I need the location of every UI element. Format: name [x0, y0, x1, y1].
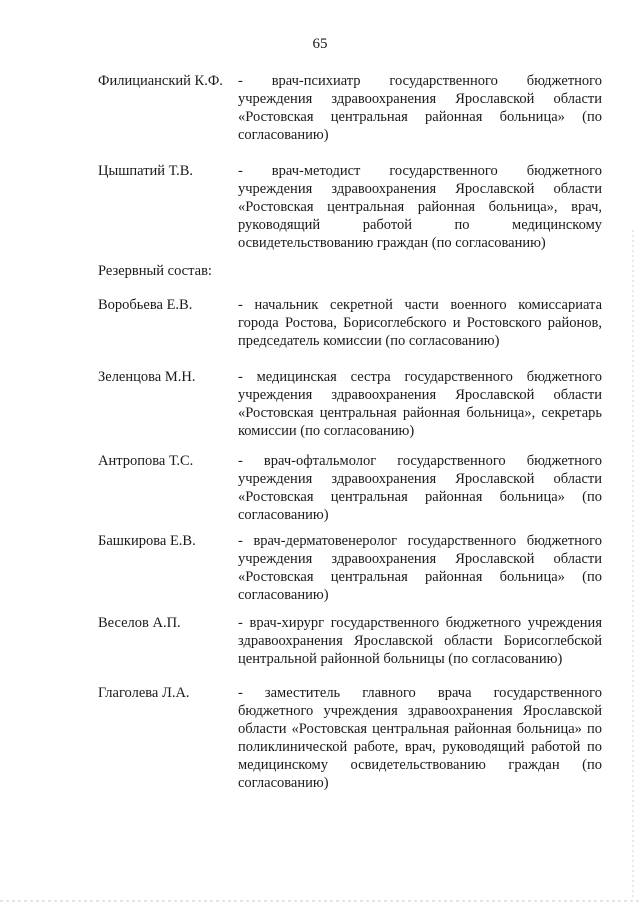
member-description: - врач-хирург государственного бюджетного учреждения здравоохранения Ярославской области Борисоглебской центральной районной больницы (по согласованию): [238, 615, 602, 667]
member-description: - врач-психиатр государственного бюджетного учреждения здравоохранения Ярославской области «Ростовская центральная районная больница» (по согласованию): [238, 73, 602, 143]
member-name: Цышпатий Т.В.: [98, 163, 194, 179]
member-description: - врач-дерматовенеролог государственного бюджетного учреждения здравоохранения Ярославской области «Ростовская центральная районная больница» (по согласованию): [238, 533, 602, 603]
member-name: Башкирова Е.В.: [98, 533, 196, 549]
scan-edge-artifact: [632, 230, 634, 900]
member-name: Филицианский К.Ф.: [98, 73, 223, 89]
member-description: - заместитель главного врача государственного бюджетного учреждения здравоохранения Ярославской области «Ростовская центральная районная больница» по поликлинической работе, врач, руководящий работой по медицинскому освидетельствованию граждан (по согласованию): [238, 685, 602, 791]
member-name: Воробьева Е.В.: [98, 297, 193, 313]
member-name: Антропова Т.С.: [98, 453, 194, 469]
member-description: - начальник секретной части военного комиссариата города Ростова, Борисоглебского и Ростовского районов, председатель комиссии (по согласованию): [238, 297, 602, 349]
member-description: - врач-методист государственного бюджетного учреждения здравоохранения Ярославской области «Ростовская центральная районная больница», врач, руководящий работой по медицинскому освидетельствованию граждан (по согласованию): [238, 163, 602, 251]
member-description: - врач-офтальмолог государственного бюджетного учреждения здравоохранения Ярославской области «Ростовская центральная районная больница» (по согласованию): [238, 453, 602, 523]
member-description: - медицинская сестра государственного бюджетного учреждения здравоохранения Ярославской области «Ростовская центральная районная больница», секретарь комиссии (по согласованию): [238, 369, 602, 439]
reserve-section-label: Резервный состав:: [98, 263, 212, 279]
scan-edge-artifact: [0, 900, 640, 902]
member-name: Веселов А.П.: [98, 615, 181, 631]
member-name: Зеленцова М.Н.: [98, 369, 196, 385]
page-number: 65: [312, 36, 328, 52]
member-name: Глаголева Л.А.: [98, 685, 190, 701]
